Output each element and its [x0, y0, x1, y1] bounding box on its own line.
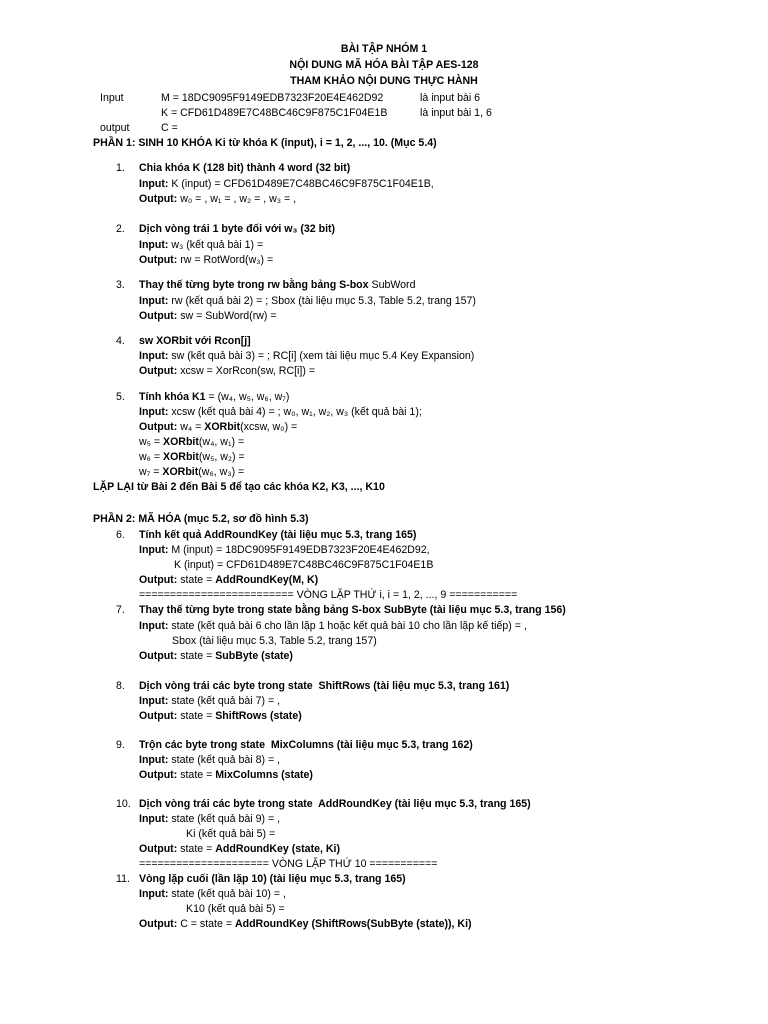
- ex7-output: [139, 649, 293, 663]
- output-tag: Output:: [139, 843, 178, 855]
- ex5-output-line-3: [139, 450, 245, 464]
- xorbit-fn: XORbit: [163, 436, 199, 448]
- ex10-output: [139, 842, 340, 856]
- output-tag: Output:: [139, 254, 178, 266]
- ex4-output-text: xcsw = XorRcon(sw, RC[i]) =: [177, 365, 315, 377]
- ex4-output: [139, 364, 315, 378]
- ex3-number: 3.: [116, 279, 125, 291]
- ex2-input: [139, 238, 263, 252]
- ex8-output-text: state =: [177, 710, 216, 722]
- ex5-output-prefix: w₇ =: [139, 466, 163, 478]
- ex5-number: 5.: [116, 391, 125, 403]
- ex6-input-line-2: K (input) = CFD61D489E7C48BC46C9F875C1F04E1B: [174, 559, 434, 571]
- ex6-input: [139, 543, 430, 557]
- loop-divider: ========================= VÒNG LẶP THỨ i, i = 1, 2, ..., 9 ===========: [139, 589, 518, 601]
- ex9-input: [139, 753, 280, 767]
- xorbit-args: (xcsw, w₀) =: [240, 421, 298, 433]
- input-tag: Input:: [139, 813, 169, 825]
- ex7-input-line-2: Sbox (tài liệu mục 5.3, Table 5.2, trang 157): [172, 635, 377, 647]
- ex2-input-text: w₃ (kết quả bài 1) =: [168, 239, 264, 251]
- ex2-title: Dịch vòng trái 1 byte đối với w₃ (32 bit): [139, 223, 336, 235]
- input-label: Input: [100, 92, 124, 104]
- ex9-output-fn: MixColumns (state): [215, 769, 313, 781]
- ex4-input-text: sw (kết quả bài 3) = ; RC[i] (xem tài liệu mục 5.4 Key Expansion): [168, 350, 475, 362]
- ex10-input-text: state (kết quả bài 9) = ,: [168, 813, 281, 825]
- ex3-title-suffix: SubWord: [368, 279, 416, 291]
- input-tag: Input:: [139, 350, 169, 362]
- m-note: là input bài 6: [420, 92, 481, 104]
- ex5-output: [139, 420, 297, 434]
- ex5-input-text: xcsw (kết quả bài 4) = ; w₀, w₁, w₂, w₃ (kết quả bài 1);: [168, 406, 422, 418]
- output-tag: Output:: [139, 365, 178, 377]
- ex1-number: 1.: [116, 162, 125, 174]
- ex3-input: [139, 294, 476, 308]
- ex11-title: Vòng lặp cuối (lần lặp 10) (tài liệu mục 5.3, trang 165): [139, 873, 406, 885]
- c-value: C =: [161, 122, 178, 134]
- ex6-output-fn: AddRoundKey(M, K): [215, 574, 319, 586]
- ex6-number: 6.: [116, 529, 125, 541]
- doc-subtitle: NỘI DUNG MÃ HÓA BÀI TẬP AES-128: [289, 59, 479, 71]
- k-note: là input bài 1, 6: [420, 107, 492, 119]
- input-tag: Input:: [139, 754, 169, 766]
- xorbit-args: (w₄, w₁) =: [198, 436, 245, 448]
- ex11-input-line-2: K10 (kết quả bài 5) =: [186, 903, 285, 915]
- ex8-input-text: state (kết quả bài 7) = ,: [168, 695, 281, 707]
- ex1-output: [139, 192, 296, 206]
- output-tag: Output:: [139, 421, 178, 433]
- ex10-input-line-2: Ki (kết quả bài 5) =: [186, 828, 276, 840]
- ex2-output-text: rw = RotWord(w₃) =: [177, 254, 274, 266]
- doc-title: BÀI TẬP NHÓM 1: [340, 43, 428, 55]
- ex5-title-suffix: = (w₄, w₅, w₆, w₇): [205, 391, 290, 403]
- repeat-note: LẶP LẠI từ Bài 2 đến Bài 5 để tạo các khóa K2, K3, ..., K10: [93, 481, 385, 493]
- input-tag: Input:: [139, 178, 169, 190]
- input-tag: Input:: [139, 295, 169, 307]
- ex9-title: Trộn các byte trong state MixColumns (tài liệu mục 5.3, trang 162): [139, 739, 473, 751]
- input-tag: Input:: [139, 406, 169, 418]
- k-value: K = CFD61D489E7C48BC46C9F875C1F04E1B: [161, 107, 388, 119]
- xorbit-args: (w₅, w₂) =: [198, 451, 245, 463]
- ex9-output: [139, 768, 313, 782]
- doc-subtitle-2: THAM KHẢO NỘI DUNG THỰC HÀNH: [290, 75, 478, 87]
- ex2-output: [139, 253, 273, 267]
- ex7-title: Thay thế từng byte trong state bằng bảng S-box SubByte (tài liệu mục 5.3, trang 156): [139, 604, 566, 616]
- ex3-input-text: rw (kết quả bài 2) = ; Sbox (tài liệu mục 5.3, Table 5.2, trang 157): [168, 295, 476, 307]
- ex4-number: 4.: [116, 335, 125, 347]
- xorbit-fn: XORbit: [204, 421, 241, 433]
- ex1-input: [139, 177, 434, 191]
- input-tag: Input:: [139, 695, 169, 707]
- ex5-title: [139, 390, 289, 404]
- xorbit-fn: XORbit: [163, 451, 199, 463]
- ex6-output: [139, 573, 318, 587]
- output-tag: Output:: [139, 650, 178, 662]
- ex7-input: [139, 619, 527, 633]
- ex5-output-line-4: [139, 465, 244, 479]
- ex1-output-text: w₀ = , w₁ = , w₂ = , w₃ = ,: [177, 193, 297, 205]
- ex8-output: [139, 709, 302, 723]
- input-tag: Input:: [139, 239, 169, 251]
- m-value: M = 18DC9095F9149EDB7323F20E4E462D92: [161, 92, 384, 104]
- ex5-output-prefix: w₅ =: [139, 436, 163, 448]
- ex10-output-fn: AddRoundKey (state, Ki): [215, 843, 341, 855]
- input-tag: Input:: [139, 620, 169, 632]
- ex1-input-text: K (input) = CFD61D489E7C48BC46C9F875C1F04E1B,: [168, 178, 434, 190]
- ex8-input: [139, 694, 280, 708]
- ex11-output: [139, 917, 472, 931]
- part2-heading: PHẦN 2: MÃ HÓA (mục 5.2, sơ đồ hình 5.3): [93, 513, 309, 525]
- ex1-title: Chia khóa K (128 bit) thành 4 word (32 bit): [139, 162, 351, 174]
- output-tag: Output:: [139, 769, 178, 781]
- ex7-output-text: state =: [177, 650, 216, 662]
- ex10-number: 10.: [116, 798, 131, 810]
- input-tag: Input:: [139, 888, 169, 900]
- ex4-title: sw XORbit với Rcon[j]: [139, 335, 251, 347]
- ex8-title: Dịch vòng trái các byte trong state ShiftRows (tài liệu mục 5.3, trang 161): [139, 680, 510, 692]
- ex5-input: [139, 405, 422, 419]
- ex11-number: 11.: [116, 873, 130, 885]
- ex4-input: [139, 349, 474, 363]
- ex7-number: 7.: [116, 604, 125, 616]
- output-tag: Output:: [139, 310, 178, 322]
- output-tag: Output:: [139, 918, 178, 930]
- loop10-divider: ===================== VÒNG LẶP THỨ 10 ===========: [139, 858, 438, 870]
- ex6-output-text: state =: [177, 574, 216, 586]
- ex5-output-prefix: w₆ =: [139, 451, 163, 463]
- ex3-title: [139, 278, 415, 292]
- ex5-output-text: w₄ =: [177, 421, 205, 433]
- ex11-input-text: state (kết quả bài 10) = ,: [168, 888, 286, 900]
- xorbit-args: (w₆, w₃) =: [198, 466, 245, 478]
- ex10-output-text: state =: [177, 843, 216, 855]
- ex5-title-bold: Tính khóa K1: [139, 391, 206, 403]
- ex11-output-text: C = state =: [177, 918, 235, 930]
- ex10-input: [139, 812, 280, 826]
- ex6-title: Tính kết quả AddRoundKey (tài liệu mục 5.3, trang 165): [139, 529, 417, 541]
- ex7-output-fn: SubByte (state): [215, 650, 293, 662]
- output-tag: Output:: [139, 710, 178, 722]
- output-tag: Output:: [139, 193, 178, 205]
- ex3-output: [139, 309, 277, 323]
- ex8-number: 8.: [116, 680, 125, 692]
- ex9-output-text: state =: [177, 769, 216, 781]
- ex9-input-text: state (kết quả bài 8) = ,: [168, 754, 281, 766]
- ex9-number: 9.: [116, 739, 125, 751]
- output-tag: Output:: [139, 574, 178, 586]
- input-tag: Input:: [139, 544, 169, 556]
- ex7-input-text: state (kết quả bài 6 cho lần lặp 1 hoặc kết quả bài 10 cho lần lặp kế tiếp) = ,: [168, 620, 527, 632]
- xorbit-fn: XORbit: [162, 466, 199, 478]
- ex5-output-line-2: [139, 435, 244, 449]
- ex11-output-fn: AddRoundKey (ShiftRows(SubByte (state)), Ki): [234, 918, 472, 930]
- ex2-number: 2.: [116, 223, 125, 235]
- ex3-output-text: sw = SubWord(rw) =: [177, 310, 277, 322]
- ex11-input: [139, 887, 286, 901]
- ex10-title: Dịch vòng trái các byte trong state AddRoundKey (tài liệu mục 5.3, trang 165): [139, 798, 531, 810]
- ex8-output-fn: ShiftRows (state): [215, 710, 302, 722]
- part1-heading: PHẦN 1: SINH 10 KHÓA Ki từ khóa K (input), i = 1, 2, ..., 10. (Mục 5.4): [93, 137, 437, 149]
- ex3-title-bold: Thay thế từng byte trong rw bằng bảng S-box: [139, 279, 369, 291]
- ex6-input-text: M (input) = 18DC9095F9149EDB7323F20E4E462D92,: [168, 544, 430, 556]
- output-label: output: [100, 122, 130, 134]
